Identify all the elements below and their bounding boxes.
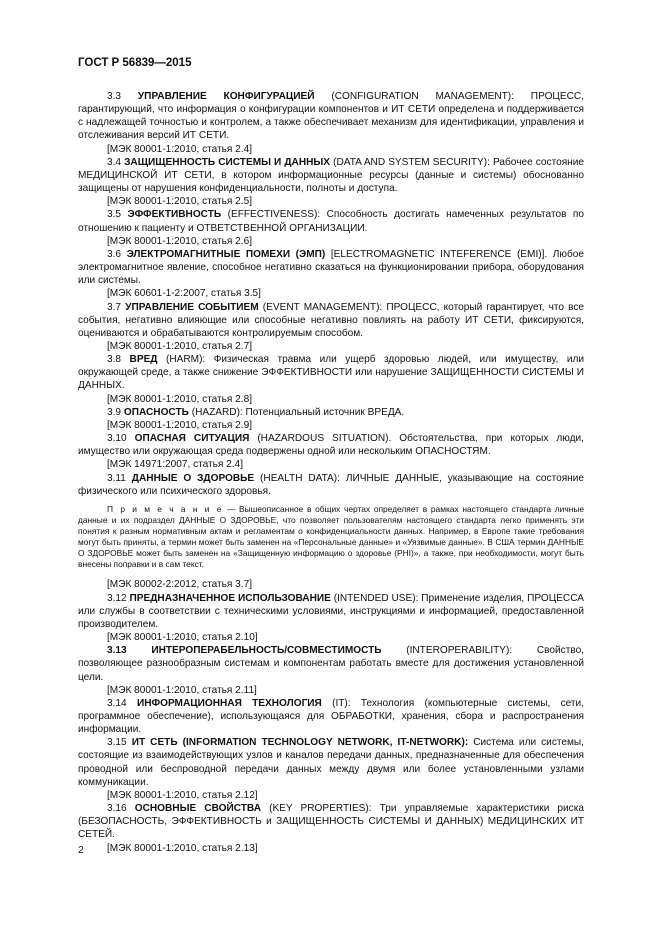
term-name: УПРАВЛЕНИЕ СОБЫТИЕМ bbox=[125, 301, 259, 313]
term-entry bbox=[78, 353, 584, 406]
document-header: ГОСТ Р 56839—2015 bbox=[78, 57, 192, 69]
note-label: П р и м е ч а н и е bbox=[107, 503, 224, 514]
term-name: ИНТЕРОПЕРАБЕЛЬНОСТЬ/СОВМЕСТИМОСТЬ bbox=[151, 645, 382, 657]
term-reference: [МЭК 14971:2007, статья 2.4] bbox=[107, 459, 244, 471]
term-reference: [МЭК 60601-1-2:2007, статья 3.5] bbox=[107, 288, 261, 300]
term-definition: 3.10 ОПАСНАЯ СИТУАЦИЯ (HAZARDOUS SITUATION). Обстоятельства, при которых люди, имущество или окружающая среда подвержены одной или нескольким ОПАСНОСТЯМ. bbox=[78, 433, 584, 458]
term-reference: [МЭК 80001-1:2010, статья 2.4] bbox=[107, 143, 252, 155]
term-definition: 3.15 ИТ СЕТЬ (INFORMATION TECHNOLOGY NETWORK, IT-NETWORK): Система или системы, состоящие из взаимодействующих узлов и каналов передачи данных, предназначенные для обеспечения проводной или беспроводной передачи данных между двумя или более установленными узлами коммуникации. bbox=[78, 737, 584, 788]
term-name: УПРАВЛЕНИЕ КОНФИГУРАЦИЕЙ bbox=[137, 91, 315, 102]
term-entry bbox=[78, 802, 584, 855]
term-reference: [МЭК 80001-1:2010, статья 2.11] bbox=[107, 684, 257, 696]
document-body bbox=[78, 90, 584, 855]
term-reference: [МЭК 80001-1:2010, статья 2.8] bbox=[107, 393, 252, 405]
term-definition: 3.7 УПРАВЛЕНИЕ СОБЫТИЕМ (EVENT MANAGEMENT): ПРОЦЕСС, который гарантирует, что все события, негативно влияющие или способные негативно повлиять на работу ИТ СЕТИ, фиксируются, оцениваются и обрабатываются контролируемым способом. bbox=[78, 301, 584, 339]
term-entry bbox=[78, 736, 584, 802]
term-definition: 3.6 ЭЛЕКТРОМАГНИТНЫЕ ПОМЕХИ (ЭМП) [ELECTROMAGNETIC INTEFERENCE (EMI)]. Любое электромагнитное явление, способное негативно сказаться на функционировании прибора, оборудования или системы. bbox=[78, 248, 584, 287]
term-name: ИТ СЕТЬ (INFORMATION TECHNOLOGY NETWORK, IT-NETWORK): bbox=[131, 737, 469, 749]
term-definition: 3.3 УПРАВЛЕНИЕ КОНФИГУРАЦИЕЙ (CONFIGURATION MANAGEMENT): ПРОЦЕСС, гарантирующий, что информация о конфигурации компонентов и ИТ СЕТИ определена и поддерживается с надлежащей точностью и контролем, а также обеспечивает механизм для идентификации, управления и отслеживания версий ИТ СЕТИ. bbox=[78, 91, 585, 142]
term-entry bbox=[78, 208, 584, 247]
term-reference: [МЭК 80001-1:2010, статья 2.9] bbox=[107, 419, 252, 431]
term-name: ПРЕДНАЗНАЧЕННОЕ ИСПОЛЬЗОВАНИЕ bbox=[129, 592, 331, 604]
term-entry bbox=[78, 156, 584, 209]
term-definition: 3.8 ВРЕД (HARM): Физическая травма или ущерб здоровью людей, или имуществу, или окружающей среде, а также снижение ЭФФЕКТИВНОСТИ или нарушение ЗАЩИЩЕННОСТИ СИСТЕМЫ И ДАННЫХ. bbox=[78, 354, 584, 392]
term-name: ЭФФЕКТИВНОСТЬ bbox=[127, 209, 222, 221]
term-entry bbox=[78, 406, 584, 432]
term-name: ДАННЫЕ О ЗДОРОВЬЕ bbox=[131, 472, 255, 484]
term-definition: 3.14 ИНФОРМАЦИОННАЯ ТЕХНОЛОГИЯ (IT): Технология (компьютерные системы, сети, программное обеспечение), использующаяся для ОБРАБОТКИ, хранения, сбора и распространения информации. bbox=[78, 697, 584, 736]
term-definition: 3.5 ЭФФЕКТИВНОСТЬ (EFFECTIVENESS): Способность достигать намеченных результатов по отношению к пациенту и ОТВЕТСТВЕННОЙ ОРГАНИЗАЦИИ. bbox=[78, 209, 584, 234]
term-entry bbox=[78, 301, 584, 354]
term-entry bbox=[78, 432, 584, 471]
term-entry bbox=[78, 90, 584, 156]
term-reference: [МЭК 80001-1:2010, статья 2.10] bbox=[107, 632, 258, 644]
term-entry bbox=[78, 644, 584, 697]
term-definition: 3.13 ИНТЕРОПЕРАБЕЛЬНОСТЬ/СОВМЕСТИМОСТЬ (INTEROPERABILITY): Свойство, позволяющее разнообразным системам и компонентам работать вместе для достижения установленной цели. bbox=[78, 645, 584, 683]
term-name: ИНФОРМАЦИОННАЯ ТЕХНОЛОГИЯ bbox=[136, 697, 322, 709]
term-definition: 3.4 ЗАЩИЩЕННОСТЬ СИСТЕМЫ И ДАННЫХ (DATA AND SYSTEM SECURITY): Рабочее состояние МЕДИЦИНСКОЙ ИТ СЕТИ, в котором информационные ресурсы (данные и системы) обоснованно защищены от нарушения конфиденциальности, полноты и доступа. bbox=[78, 156, 584, 195]
term-name: ОПАСНАЯ СИТУАЦИЯ bbox=[134, 433, 250, 445]
term-name: ЭЛЕКТРОМАГНИТНЫЕ ПОМЕХИ (ЭМП) bbox=[126, 248, 326, 260]
term-entry bbox=[78, 248, 584, 301]
term-reference: [МЭК 80002-2:2012, статья 3.7] bbox=[107, 579, 252, 591]
term-entry bbox=[78, 697, 584, 736]
term-reference: [МЭК 80001-1:2010, статья 2.7] bbox=[107, 340, 252, 352]
term-name: ЗАЩИЩЕННОСТЬ СИСТЕМЫ И ДАННЫХ bbox=[124, 156, 331, 168]
note-paragraph: П р и м е ч а н и е — Вышеописанное в общих чертах определяет в рамках настоящего стандарта личные данные и их подраздел ДАННЫЕ О ЗДОРОВЬЕ, что позволяет пользователям настоящего стандарта легко применять эти понятия к разным нормативным актам и регламентам о конфиденциальности данных. Например, в Европе такие требования могут быть приняты, а термин может быть заменен на «Персональные данные» и «Уязвимые данные». В США термин ДАННЫЕ О ЗДОРОВЬЕ может быть заменен на «Защищенную информацию о здоровье (PHI)», а также, при необходимости, могут быть внесены поправки и в сам текст. bbox=[78, 503, 584, 570]
term-name: ОСНОВНЫЕ СВОЙСТВА bbox=[134, 803, 261, 815]
page-number: 2 bbox=[78, 844, 84, 856]
term-reference: [МЭК 80001-1:2010, статья 2.12] bbox=[107, 789, 258, 801]
term-definition: 3.9 ОПАСНОСТЬ (HAZARD): Потенциальный источник ВРЕДА. bbox=[107, 406, 405, 418]
term-reference: [МЭК 80001-1:2010, статья 2.13] bbox=[107, 842, 258, 854]
term-definition: 3.16 ОСНОВНЫЕ СВОЙСТВА (KEY PROPERTIES): Три управляемые характеристики риска (БЕЗОПАСНОСТЬ, ЭФФЕКТИВНОСТЬ и ЗАЩИЩЕННОСТЬ СИСТЕМЫ И ДАННЫХ) МЕДИЦИНСКИХ ИТ СЕТЕЙ. bbox=[78, 803, 584, 841]
term-entry bbox=[78, 472, 584, 498]
term-definition: 3.12 ПРЕДНАЗНАЧЕННОЕ ИСПОЛЬЗОВАНИЕ (INTENDED USE): Применение изделия, ПРОЦЕССА или службы в соответствии с техническими условиями, инструкциями и информацией, предоставленной производителем. bbox=[78, 592, 584, 630]
term-definition: 3.11 ДАННЫЕ О ЗДОРОВЬЕ (HEALTH DATA): ЛИЧНЫЕ ДАННЫЕ, указывающие на состояние физического или психического здоровья. bbox=[78, 472, 584, 497]
term-name: ВРЕД bbox=[129, 354, 158, 366]
term-name: ОПАСНОСТЬ bbox=[123, 406, 189, 418]
term-reference: [МЭК 80001-1:2010, статья 2.5] bbox=[107, 196, 252, 208]
term-entry bbox=[78, 592, 584, 645]
term-reference: [МЭК 80001-1:2010, статья 2.6] bbox=[107, 235, 252, 247]
